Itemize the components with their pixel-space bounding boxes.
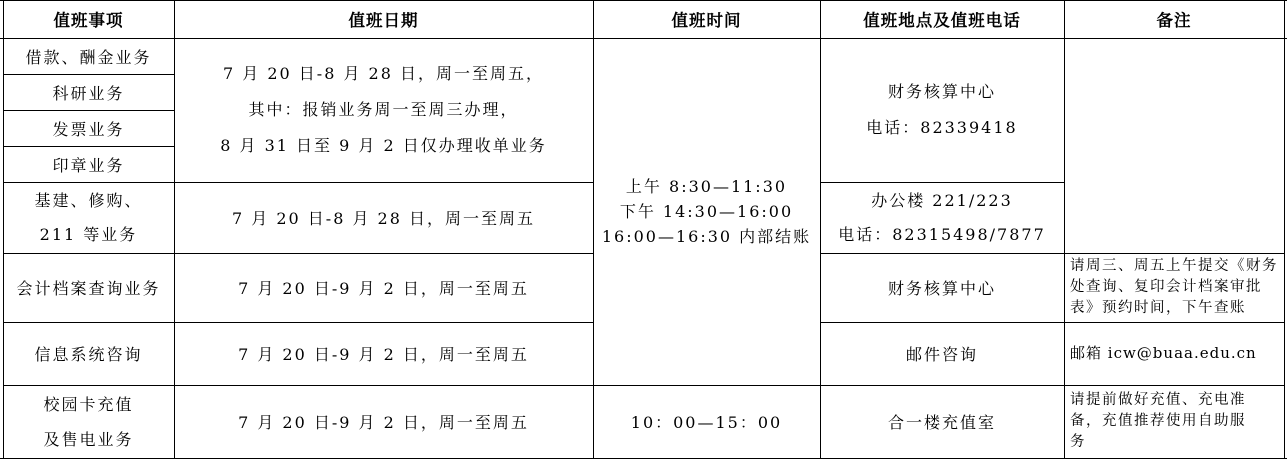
item-construction [3, 182, 174, 253]
item-loan: 借款、酬金业务 [25, 47, 152, 67]
place-archive: 财务核算中心 [887, 279, 996, 298]
header-time: 值班时间 [671, 11, 742, 30]
table-border-right [1284, 0, 1285, 459]
item-card-line2: 及售电业务 [43, 429, 134, 449]
place-office-phone: 电话：82315498/7877 [838, 224, 1046, 244]
item-seal: 印章业务 [52, 155, 125, 175]
time-main-line2: 下午 14:30—16:00 [619, 202, 794, 221]
item-archive: 会计档案查询业务 [16, 279, 161, 298]
place-center [820, 38, 1064, 182]
note-card [1064, 385, 1284, 458]
note-info: 邮箱 icw@buaa.edu.cn [1070, 344, 1257, 362]
date-group1-line3: 8 月 31 日至 9 月 2 日仅办理收单业务 [220, 136, 547, 155]
note-archive-line1: 请周三、周五上午提交《财务 [1070, 258, 1278, 274]
date-group1 [174, 38, 593, 182]
time-main-line3: 16:00—16:30 内部结账 [601, 227, 812, 246]
place-office-name: 办公楼 221/223 [871, 190, 1013, 210]
time-main-line1: 上午 8:30—11:30 [625, 177, 788, 196]
header-item: 值班事项 [53, 11, 124, 30]
date-group1-line1: 7 月 20 日-8 月 28 日，周一至周五， [222, 64, 544, 83]
place-info: 邮件咨询 [905, 345, 978, 364]
time-card: 10：00—15：00 [630, 413, 783, 432]
item-research: 科研业务 [52, 83, 125, 103]
header-place: 值班地点及值班电话 [863, 11, 1021, 30]
note-archive [1064, 253, 1284, 322]
place-card: 合一楼充值室 [887, 413, 996, 432]
item-invoice: 发票业务 [52, 119, 125, 139]
date-card: 7 月 20 日-9 月 2 日，周一至周五 [238, 413, 529, 432]
item-card-line1: 校园卡充值 [43, 394, 134, 414]
date-archive: 7 月 20 日-9 月 2 日，周一至周五 [238, 279, 529, 298]
note-card-line2: 备，充值推荐使用自助服 [1070, 413, 1246, 429]
header-note: 备注 [1156, 11, 1192, 30]
date-construction: 7 月 20 日-8 月 28 日，周一至周五 [231, 209, 535, 228]
item-card [3, 385, 174, 458]
item-info: 信息系统咨询 [34, 345, 143, 364]
note-empty [1064, 38, 1284, 253]
note-card-line3: 务 [1070, 434, 1086, 450]
note-archive-line3: 表》预约时间，下午查账 [1070, 300, 1246, 316]
date-group1-line2: 其中：报销业务周一至周三办理， [248, 100, 519, 119]
place-office [820, 182, 1064, 253]
header-date: 值班日期 [348, 11, 419, 30]
item-construction-line1: 基建、修购、 [34, 190, 143, 210]
item-construction-line2: 211 等业务 [39, 224, 138, 244]
note-card-line1: 请提前做好充值、充电准 [1070, 392, 1246, 408]
note-archive-line2: 处查询、复印会计档案审批 [1070, 279, 1262, 295]
place-center-name: 财务核算中心 [887, 82, 996, 101]
date-info: 7 月 20 日-9 月 2 日，周一至周五 [238, 345, 529, 364]
place-center-phone: 电话：82339418 [866, 118, 1018, 137]
time-main [593, 38, 820, 385]
